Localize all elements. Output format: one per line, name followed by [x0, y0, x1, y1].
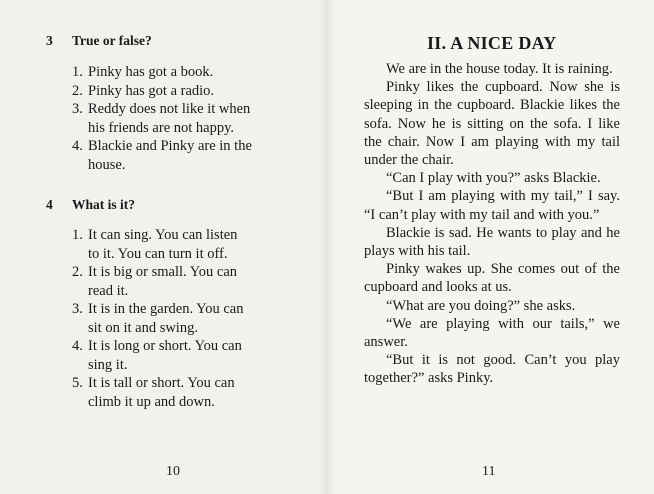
- item-number: 4.: [72, 138, 83, 154]
- item-text-continued: his friends are not happy.: [88, 119, 235, 136]
- item-text-continued: sing it.: [88, 356, 128, 373]
- item-number: 4.: [72, 338, 83, 354]
- item-number: 3.: [72, 301, 83, 317]
- item-text: It is big or small. You can: [88, 264, 238, 280]
- story-paragraph: Blackie is sad. He wants to play and he plays with his tail.: [364, 224, 620, 260]
- item-text: It is in the garden. You can: [88, 301, 244, 317]
- left-page-number: 10: [166, 464, 180, 479]
- story-paragraph: Pinky wakes up. She comes out of the cupboard and looks at us.: [364, 261, 620, 296]
- story-paragraph: “We are playing with our tails,” we answer.: [364, 315, 620, 351]
- item-text-continued: sit on it and swing.: [88, 319, 198, 336]
- item-text-continued: house.: [88, 156, 126, 173]
- story-paragraph: “Can I play with you?” asks Blackie.: [386, 170, 601, 187]
- item-number: 3.: [72, 101, 83, 117]
- right-page-number: 11: [482, 464, 496, 479]
- item-text: It is tall or short. You can: [88, 375, 235, 391]
- exercise-3-heading: [46, 33, 152, 49]
- exercise-4-item-4: [72, 337, 304, 374]
- story-text: [364, 60, 620, 388]
- item-text-continued: climb it up and down.: [88, 393, 215, 410]
- exercise-4-title: What is it?: [72, 197, 136, 212]
- item-text: It can sing. You can listen: [88, 227, 238, 243]
- chapter-title: II. A NICE DAY: [427, 33, 557, 53]
- story-paragraph: “But it is not good. Can’t you play together?” asks Pinky.: [364, 352, 620, 387]
- item-text: Pinky has got a book.: [88, 64, 214, 80]
- item-number: 2.: [72, 264, 83, 280]
- exercise-4-item-1: [72, 226, 304, 263]
- exercise-4-heading: [46, 197, 135, 213]
- item-text: Reddy does not like it when: [88, 101, 251, 117]
- exercise-3-item-4: [72, 137, 304, 174]
- story-paragraph: “What are you doing?” she asks.: [386, 297, 576, 314]
- item-text: It is long or short. You can: [88, 338, 242, 354]
- item-number: 1.: [72, 64, 83, 80]
- exercise-3-title: True or false?: [72, 33, 152, 48]
- item-text: Pinky has got a radio.: [88, 82, 215, 99]
- exercise-4-item-2: [72, 263, 304, 300]
- exercise-4-number: 4: [46, 197, 53, 212]
- book-gutter: [318, 0, 336, 494]
- item-number: 2.: [72, 82, 83, 99]
- item-text-continued: read it.: [88, 282, 129, 299]
- exercise-4-item-5: [72, 374, 304, 411]
- item-text: Blackie and Pinky are in the: [88, 138, 252, 154]
- exercise-3-item-1: [72, 63, 304, 82]
- story-paragraph: We are in the house today. It is raining.: [386, 61, 613, 77]
- story-paragraph: Pinky likes the cupboard. Now she is sleeping in the cupboard. Blackie likes the sofa. Now he is sitting on the sofa. I like the chair. Now I am playing with my tail under the chair.: [364, 79, 620, 169]
- item-number: 1.: [72, 227, 83, 243]
- exercise-4-list: [72, 226, 304, 411]
- item-text-continued: to it. You can turn it off.: [88, 245, 228, 262]
- exercise-3-item-2: [72, 82, 304, 101]
- exercise-3-list: [72, 63, 304, 174]
- exercise-3-number: 3: [46, 33, 53, 48]
- item-number: 5.: [72, 375, 83, 391]
- story-paragraph: “But I am playing with my tail,” I say. “I can’t play with my tail and with you.”: [364, 188, 620, 223]
- exercise-4-item-3: [72, 300, 304, 337]
- exercise-3-item-3: [72, 100, 304, 137]
